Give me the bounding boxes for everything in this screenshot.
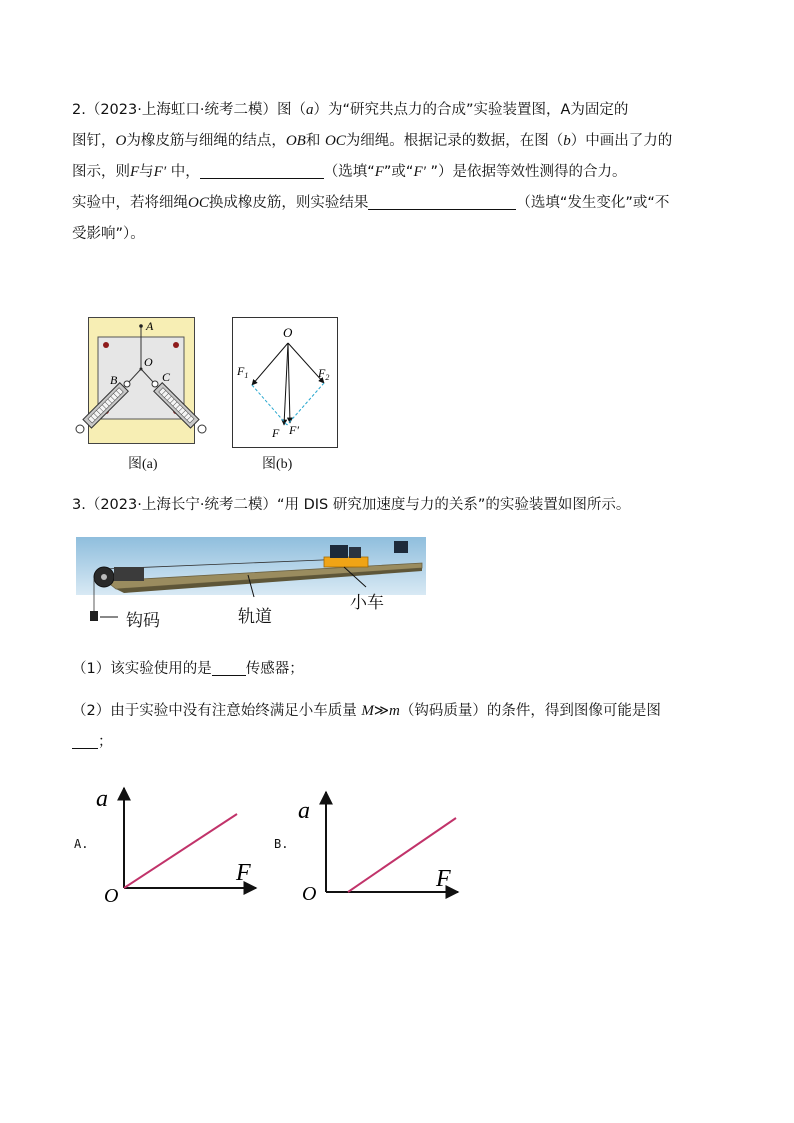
board-pin-icon <box>103 342 109 348</box>
answer-blank-4[interactable] <box>72 730 98 749</box>
label-F: F <box>272 426 280 440</box>
figure-b-force-diagram <box>232 317 338 449</box>
q3-sub-question-2 <box>72 696 772 758</box>
pulley-clamp <box>114 567 144 581</box>
x-axis-label: F <box>236 860 251 886</box>
label-B: B <box>110 373 118 387</box>
figure-a-caption: 图(a) <box>128 457 158 472</box>
q3-sub2-line-2: ； <box>72 727 772 758</box>
label-C: C <box>162 370 171 384</box>
label-O: O <box>283 325 293 340</box>
scale-end-ring-icon <box>76 425 84 433</box>
pulley-hub-icon <box>101 574 107 580</box>
option-A-label: A. <box>74 837 89 851</box>
label-hook-weight: 钩码 <box>126 611 160 631</box>
pin-A-icon <box>139 324 143 328</box>
graph-B <box>296 788 466 906</box>
x-axis-label: F <box>436 866 451 892</box>
label-F1: $F_1$ <box>237 364 249 380</box>
y-axis-label: a <box>96 786 108 812</box>
origin-label: O <box>104 885 119 907</box>
graph-A <box>94 784 264 906</box>
a-vs-F-line <box>124 814 237 888</box>
cart-weight <box>349 547 361 558</box>
label-F-prime: F′ <box>289 423 299 437</box>
q2-line-4: 实验中，若将细绳OC换成橡皮筋，则实验结果 （选填“发生变化”或“不 <box>72 188 722 219</box>
board-pin-icon <box>173 342 179 348</box>
figure-b-caption: 图(b) <box>262 457 293 472</box>
ring-B-icon <box>124 381 130 387</box>
answer-blank-1[interactable] <box>200 160 324 179</box>
label-A: A <box>146 319 154 333</box>
label-O: O <box>144 355 153 369</box>
label-track: 轨道 <box>238 607 272 627</box>
label-cart: 小车 <box>350 593 384 613</box>
ring-C-icon <box>152 381 158 387</box>
scale-end-ring-icon <box>198 425 206 433</box>
hook-weight-icon <box>90 611 98 621</box>
y-axis-label: a <box>298 798 310 824</box>
q3-sub2-line-1: （2）由于实验中没有注意始终满足小车质量 M≫m（钩码质量）的条件，得到图像可能是图 <box>72 703 661 719</box>
option-B-label: B. <box>274 837 289 851</box>
cart-body <box>324 557 368 567</box>
answer-blank-3[interactable] <box>212 657 246 676</box>
question-2-text <box>72 95 722 250</box>
cart-sensor <box>330 545 348 558</box>
origin-label: O <box>302 883 317 905</box>
motion-sensor-icon <box>394 541 408 553</box>
q3-sub-question-1: （1）该实验使用的是 传感器； <box>72 654 772 685</box>
q2-line-1: 2.（2023·上海虹口·统考二模）图（a）为“研究共点力的合成”实验装置图，A为固定的 <box>72 102 629 118</box>
label-F2: $F_2$ <box>318 366 330 382</box>
figure-a-apparatus <box>88 317 196 445</box>
q2-line-3: 图示，则F与F′ 中， （选填“F”或“F′ ”）是依据等效性测得的合力。 <box>72 157 722 188</box>
answer-blank-2[interactable] <box>368 191 516 210</box>
q2-line-5: 受影响”）。 <box>72 226 145 242</box>
question-3-title: 3.（2023·上海长宁·统考二模）“用 DIS 研究加速度与力的关系”的实验装置如图所示。 <box>72 497 631 513</box>
q2-line-2: 图钉，O为橡皮筋与细绳的结点，OB和 OC为细绳。根据记录的数据，在图（b）中画出了力的 <box>72 133 673 149</box>
